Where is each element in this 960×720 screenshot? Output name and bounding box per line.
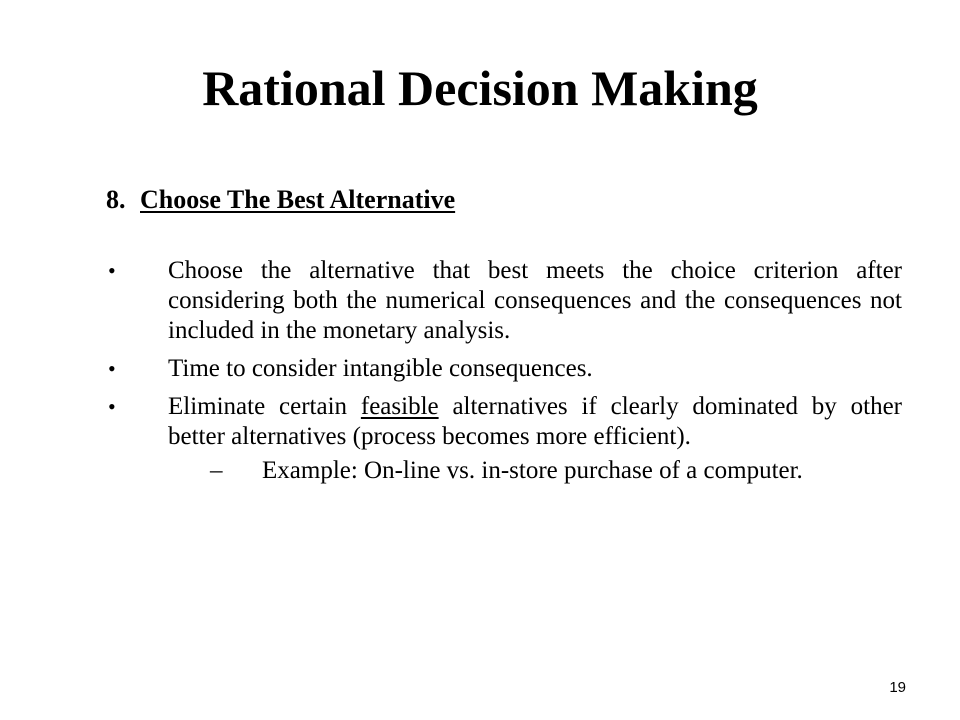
section-heading [106,184,455,215]
slide-title: Rational Decision Making [202,60,758,116]
underlined-word: feasible [360,393,439,420]
bullet-item [108,392,902,486]
page-number: 19 [889,679,906,696]
section-number: 8. [106,185,126,214]
bullet-text-after: alternatives if clearly dominated by other better alternatives (process becomes more efficient). [168,393,902,450]
bullet-text [168,393,902,450]
bullet-text-before: Eliminate certain [168,393,361,420]
bullet-text: Choose the alternative that best meets the choice criterion after considering both the numerical consequences and the consequences not included in the monetary analysis. [168,257,902,344]
sub-bullet-item [168,456,902,486]
bullet-symbol: • [108,356,116,381]
sub-bullet-text: Example: On-line vs. in-store purchase of a computer. [262,457,803,484]
bullet-symbol: • [108,394,116,419]
bullet-symbol: • [108,258,116,283]
section-heading-text: Choose The Best Alternative [140,185,456,214]
bullet-list [108,256,902,494]
bullet-text: Time to consider intangible consequences. [168,355,593,382]
bullet-item [108,354,902,384]
dash-symbol: – [210,457,223,484]
bullet-item [108,256,902,346]
